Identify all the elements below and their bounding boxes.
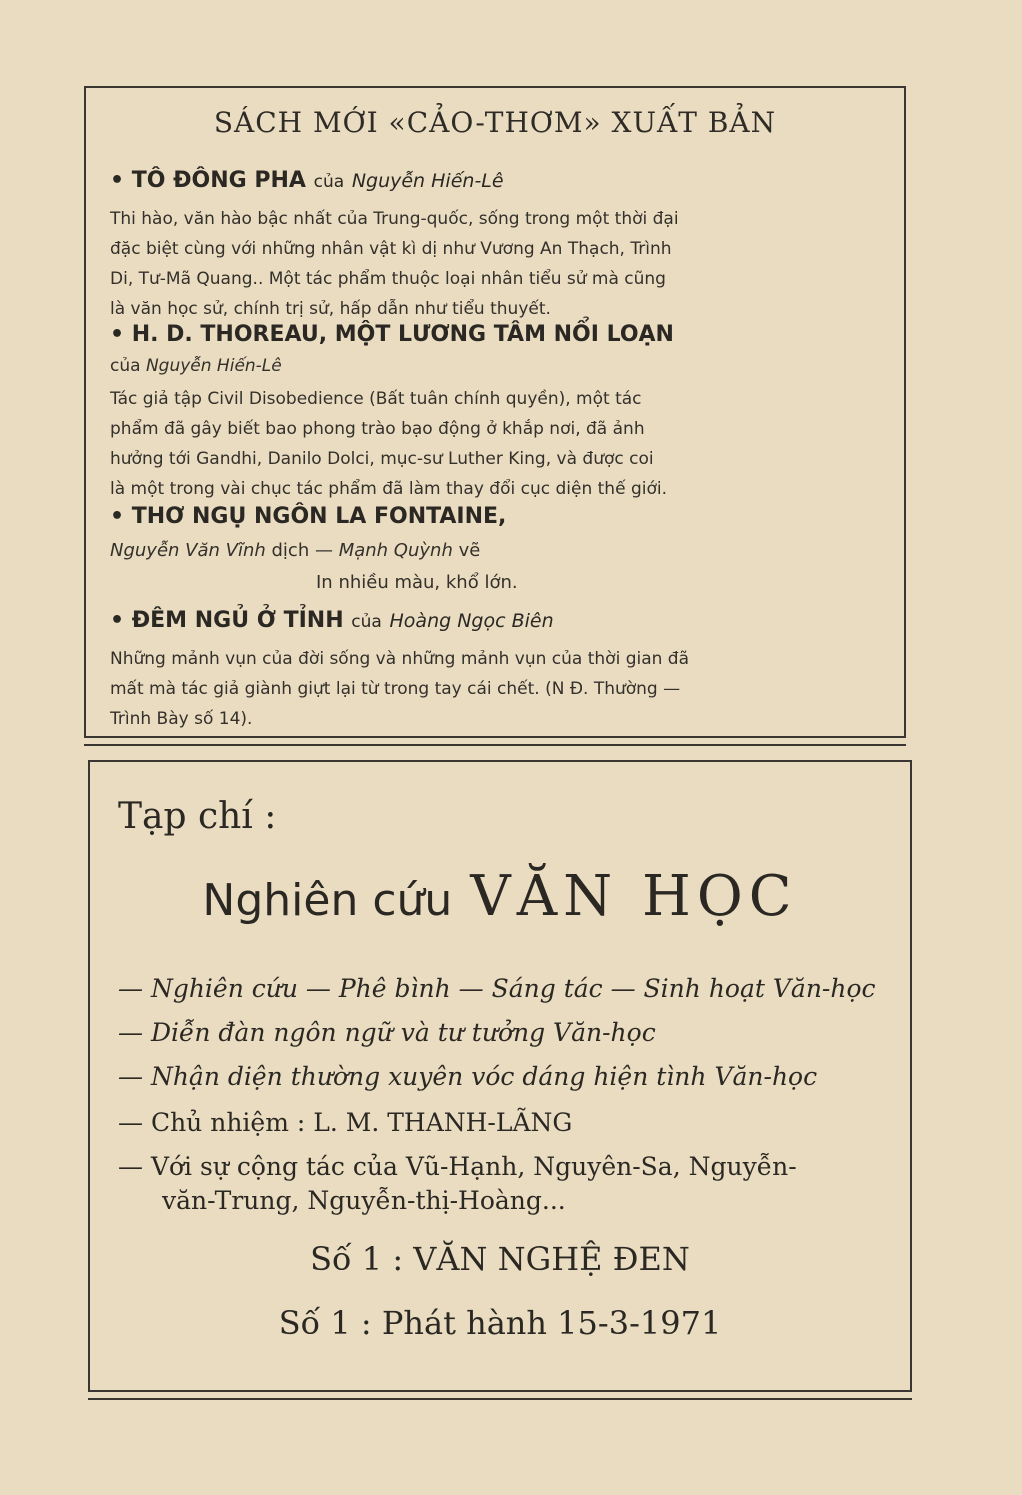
magazine-title — [90, 864, 910, 929]
entry-4-line: Trình Bày số 14). — [110, 709, 253, 729]
entry-3-translated: dịch — [271, 540, 310, 561]
entry-2-author: Nguyễn Hiến-Lê — [145, 356, 282, 376]
magazine-feature-line: — Nhận diện thường xuyên vóc dáng hiện tình Văn-học — [118, 1062, 818, 1091]
entry-1-heading — [110, 168, 504, 193]
issue-release: Số 1 : Phát hành 15-3-1971 — [278, 1304, 722, 1342]
magazine-title-b: VĂN HỌC — [470, 864, 798, 929]
entry-2-by: của — [110, 356, 141, 376]
entry-2-line: Tác giả tập Civil Disobedience (Bất tuân chính quyền), một tác — [110, 389, 642, 409]
entry-1-by: của — [313, 172, 345, 192]
entry-1-line: đặc biệt cùng với những nhân vật kì dị như Vương An Thạch, Trình — [110, 239, 672, 259]
entry-3-illustrated: vẽ — [458, 540, 481, 561]
entry-1-line: Thi hào, văn hào bậc nhất của Trung-quốc, sống trong một thời đại — [110, 209, 679, 229]
box-1-double-rule — [84, 744, 906, 746]
entry-3-heading: • THƠ NGỤ NGÔN LA FONTAINE, — [110, 504, 507, 529]
entry-2-description — [110, 384, 882, 504]
entry-1-author: Nguyễn Hiến-Lê — [351, 170, 504, 192]
magazine-collaborators-1: — Với sự cộng tác của Vũ-Hạnh, Nguyên-Sa, Nguyễn- — [118, 1152, 797, 1181]
magazine-box — [88, 760, 912, 1392]
entry-1-line: là văn học sử, chính trị sử, hấp dẫn như tiểu thuyết. — [110, 299, 551, 319]
entry-2-line: hưởng tới Gandhi, Danilo Dolci, mục-sư Luther King, và được coi — [110, 449, 654, 469]
entry-4-by: của — [351, 612, 382, 632]
magazine-feature-line: — Nghiên cứu — Phê bình — Sáng tác — Sinh hoạt Văn-học — [118, 974, 876, 1003]
issue-theme: Số 1 : VĂN NGHỆ ĐEN — [310, 1240, 690, 1278]
entry-2-line: là một trong vài chục tác phẩm đã làm thay đổi cục diện thế giới. — [110, 479, 667, 499]
entry-1-description — [110, 204, 882, 324]
entry-4-description — [110, 644, 882, 734]
entry-4-title: • ĐÊM NGỦ Ở TỈNH — [110, 608, 344, 633]
box-2-double-rule — [88, 1398, 912, 1400]
entry-2-byline — [110, 356, 282, 376]
entry-4-author: Hoàng Ngọc Biên — [389, 610, 554, 632]
magazine-collaborators-2: văn-Trung, Nguyễn-thị-Hoàng... — [162, 1186, 566, 1215]
magazine-director: — Chủ nhiệm : L. M. THANH-LÃNG — [118, 1108, 573, 1137]
magazine-feature-line: — Diễn đàn ngôn ngữ và tư tưởng Văn-học — [118, 1018, 656, 1047]
entry-1-line: Di, Tư-Mã Quang.. Một tác phẩm thuộc loại nhân tiểu sử mà cũng — [110, 269, 666, 289]
new-books-box — [84, 86, 906, 738]
entry-3-note: In nhiều màu, khổ lớn. — [316, 572, 518, 593]
entry-4-line: Những mảnh vụn của đời sống và những mảnh vụn của thời gian đã — [110, 649, 690, 669]
entry-4-heading — [110, 608, 554, 633]
entry-3-credits — [110, 540, 480, 561]
magazine-label: Tạp chí : — [118, 796, 277, 837]
entry-3-translator: Nguyễn Văn Vĩnh — [110, 540, 266, 561]
entry-3-dash: — — [314, 540, 333, 561]
entry-3-illustrator: Mạnh Quỳnh — [338, 540, 453, 561]
magazine-title-a: Nghiên cứu — [202, 875, 453, 926]
new-books-title: SÁCH MỚI «CẢO-THƠM» XUẤT BẢN — [213, 106, 777, 139]
entry-2-line: phẩm đã gây biết bao phong trào bạo động ở khắp nơi, đã ảnh — [110, 419, 645, 439]
entry-4-line: mất mà tác giả giành giựt lại từ trong tay cái chết. (N Đ. Thường — — [110, 679, 681, 699]
entry-1-title: • TÔ ĐÔNG PHA — [110, 168, 306, 193]
entry-2-heading: • H. D. THOREAU, MỘT LƯƠNG TÂM NỔI LOẠN — [110, 322, 674, 347]
